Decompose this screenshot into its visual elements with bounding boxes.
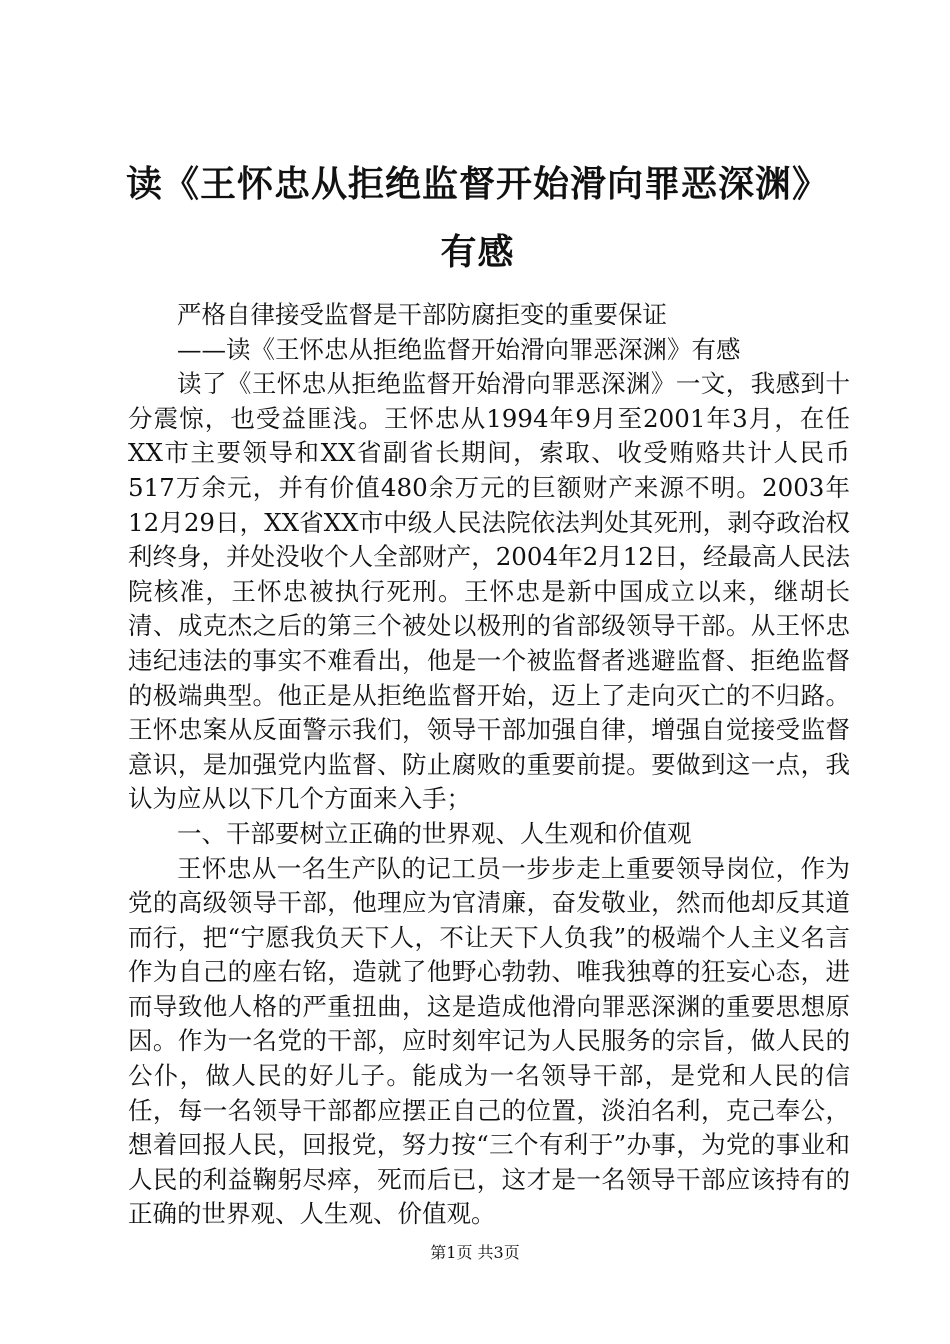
body-paragraph: 读了《王怀忠从拒绝监督开始滑向罪恶深渊》一文，我感到十分震惊，也受益匪浅。王怀忠从1994年9月至2001年3月，在任XX市主要领导和XX省副省长期间，索取、收受贿赂共计人民币517万余元，并有价值480余万元的巨额财产来源不明。2003年12月29日，XX省XX市中级人民法院依法判处其死刑，剥夺政治权利终身，并处没收个人全部财产，2004年2月12日，经最高人民法院核准，王怀忠被执行死刑。王怀忠是新中国成立以来，继胡长清、成克杰之后的第三个被处以极刑的省部级领导干部。从王怀忠违纪违法的事实不难看出，他是一个被监督者逃避监督、拒绝监督的极端典型。他正是从拒绝监督开始，迈上了走向灭亡的不归路。王怀忠案从反面警示我们，领导干部加强自律，增强自觉接受监督意识，是加强党内监督、防止腐败的重要前提。要做到这一点，我认为应从以下几个方面来入手； xyxy=(128,369,850,814)
document-body xyxy=(128,298,850,1232)
subtitle-line: 严格自律接受监督是干部防腐拒变的重要保证 xyxy=(177,300,667,329)
document-title: 读《王怀忠从拒绝监督开始滑向罪恶深渊》有感 xyxy=(125,163,829,273)
body-paragraph: 王怀忠从一名生产队的记工员一步步走上重要领导岗位，作为党的高级领导干部，他理应为官清廉，奋发敬业，然而他却反其道而行，把“宁愿我负天下人，不让天下人负我”的极端个人主义名言作为自己的座右铭，造就了他野心勃勃、唯我独尊的狂妄心态，进而导致他人格的严重扭曲，这是造成他滑向罪恶深渊的重要思想原因。作为一名党的干部，应时刻牢记为人民服务的宗旨，做人民的公仆，做人民的好儿子。能成为一名领导干部，是党和人民的信任，每一名领导干部都应摆正自己的位置，淡泊名利，克己奉公，想着回报人民，回报党，努力按“三个有利于”办事，为党的事业和人民的利益鞠躬尽瘁，死而后已，这才是一名领导干部应该持有的正确的世界观、人生观、价值观。 xyxy=(128,853,850,1229)
section-heading: 一、干部要树立正确的世界观、人生观和价值观 xyxy=(177,818,692,848)
page-number-footer: 第1页 共3页 xyxy=(430,1243,520,1262)
subtitle-reference-line: ——读《王怀忠从拒绝监督开始滑向罪恶深渊》有感 xyxy=(177,334,741,364)
